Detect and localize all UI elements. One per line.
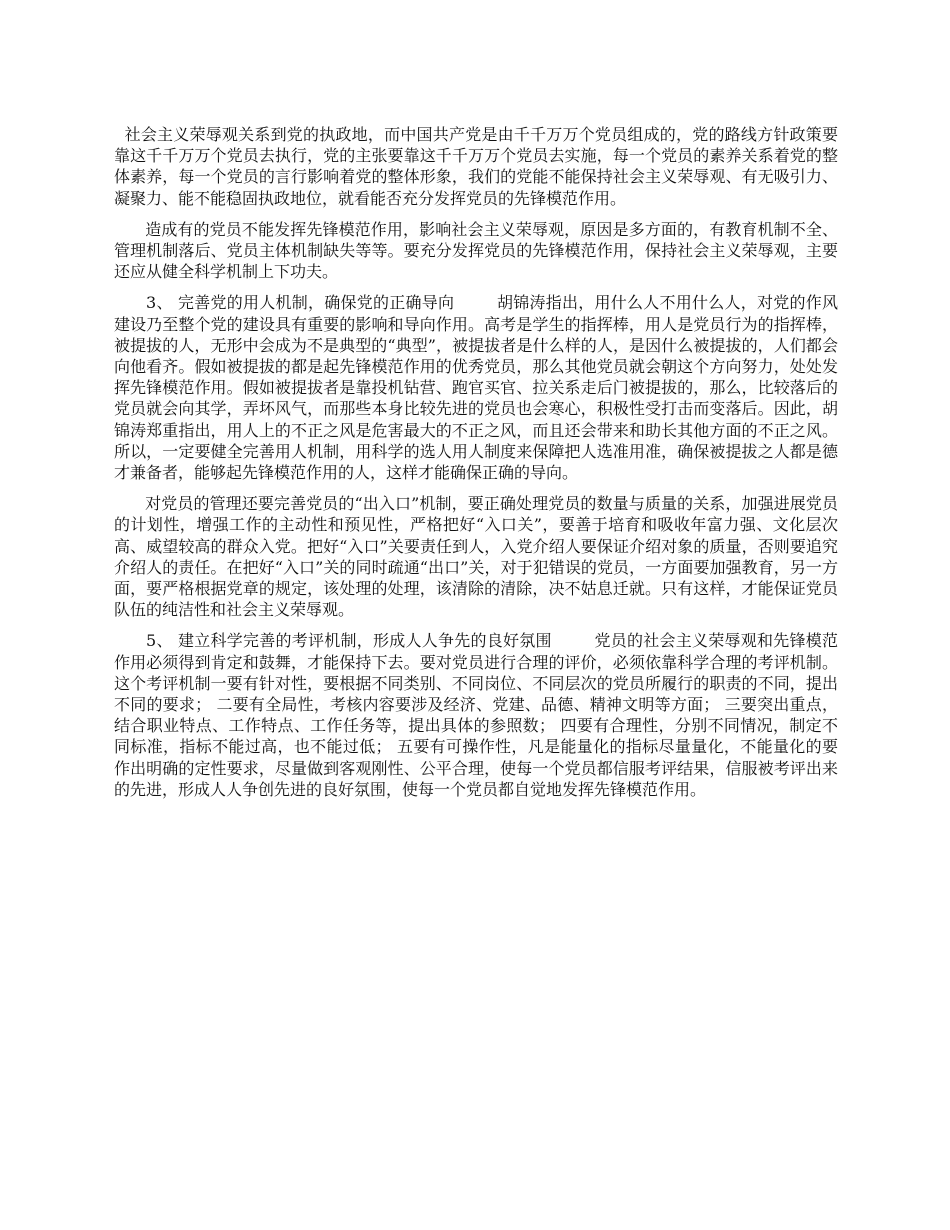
paragraph-2: 造成有的党员不能发挥先锋模范作用，影响社会主义荣辱观，原因是多方面的，有教育机制不全、管理机制落后、党员主体机制缺失等等。要充分发挥党员的先锋模范作用，保持社会主义荣辱观，主要还应从健全科学机制上下功夫。	[114, 219, 838, 282]
paragraph-3: 3、 完善党的用人机制，确保党的正确导向 胡锦涛指出，用什么人不用什么人，对党的作风建设乃至整个党的建设具有重要的影响和导向作用。高考是学生的指挥棒，用人是党员行为的指挥棒，被提拔的人，无形中会成为不是典型的“典型”，被提拔者是什么样的人，是因什么被提拔的，人们都会向他看齐。假如被提拔的都是起先锋模范作用的优秀党员，那么其他党员就会朝这个方向努力，处处发挥先锋模范作用。假如被提拔者是靠投机钻营、跑官买官、拉关系走后门被提拔的，那么，比较落后的党员就会向其学，弄坏风气，而那些本身比较先进的党员也会寒心，积极性受打击而变落后。因此，胡锦涛郑重指出，用人上的不正之风是危害最大的不正之风，而且还会带来和助长其他方面的不正之风。所以，一定要健全完善用人机制，用科学的选人用人制度来保障把人选准用准，确保被提拔之人都是德才兼备者，能够起先锋模范作用的人，这样才能确保正确的导向。	[114, 293, 838, 483]
paragraph-1: 社会主义荣辱观关系到党的执政地，而中国共产党是由千千万万个党员组成的，党的路线方针政策要靠这千千万万个党员去执行，党的主张要靠这千千万万个党员去实施，每一个党员的素养关系着党的整体素养，每一个党员的言行影响着党的整体形象，我们的党能不能保持社会主义荣辱观、有无吸引力、凝聚力、能不能稳固执政地位，就看能否充分发挥党员的先锋模范作用。	[114, 125, 838, 208]
paragraph-4: 对党员的管理还要完善党员的“出入口”机制，要正确处理党员的数量与质量的关系，加强进展党员的计划性，增强工作的主动性和预见性，严格把好“入口关”，要善于培育和吸收年富力强、文化层次高、威望较高的群众入党。把好“入口”关要责任到人，入党介绍人要保证介绍对象的质量，否则要追究介绍人的责任。在把好“入口”关的同时疏通“出口”关，对于犯错误的党员，一方面要加强教育，另一方面，要严格根据党章的规定，该处理的处理，该清除的清除，决不姑息迁就。只有这样，才能保证党员队伍的纯洁性和社会主义荣辱观。	[114, 494, 839, 620]
document-body	[114, 124, 838, 810]
paragraph-5: 5、 建立科学完善的考评机制，形成人人争先的良好氛围 党员的社会主义荣辱观和先锋模范作用必须得到肯定和鼓舞，才能保持下去。要对党员进行合理的评价，必须依靠科学合理的考评机制。这个考评机制一要有针对性，要根据不同类别、不同岗位、不同层次的党员所履行的职责的不同，提出不同的要求； 二要有全局性，考核内容要涉及经济、党建、品德、精神文明等方面； 三要突出重点，结合职业特点、工作特点、工作任务等，提出具体的参照数； 四要有合理性，分别不同情况，制定不同标准，指标不能过高，也不能过低； 五要有可操作性，凡是能量化的指标尽量量化，不能量化的要作出明确的定性要求，尽量做到客观刚性、公平合理，使每一个党员都信服考评结果，信服被考评出来的先进，形成人人争创先进的良好氛围，使每一个党员都自觉地发挥先锋模范作用。	[114, 631, 838, 799]
